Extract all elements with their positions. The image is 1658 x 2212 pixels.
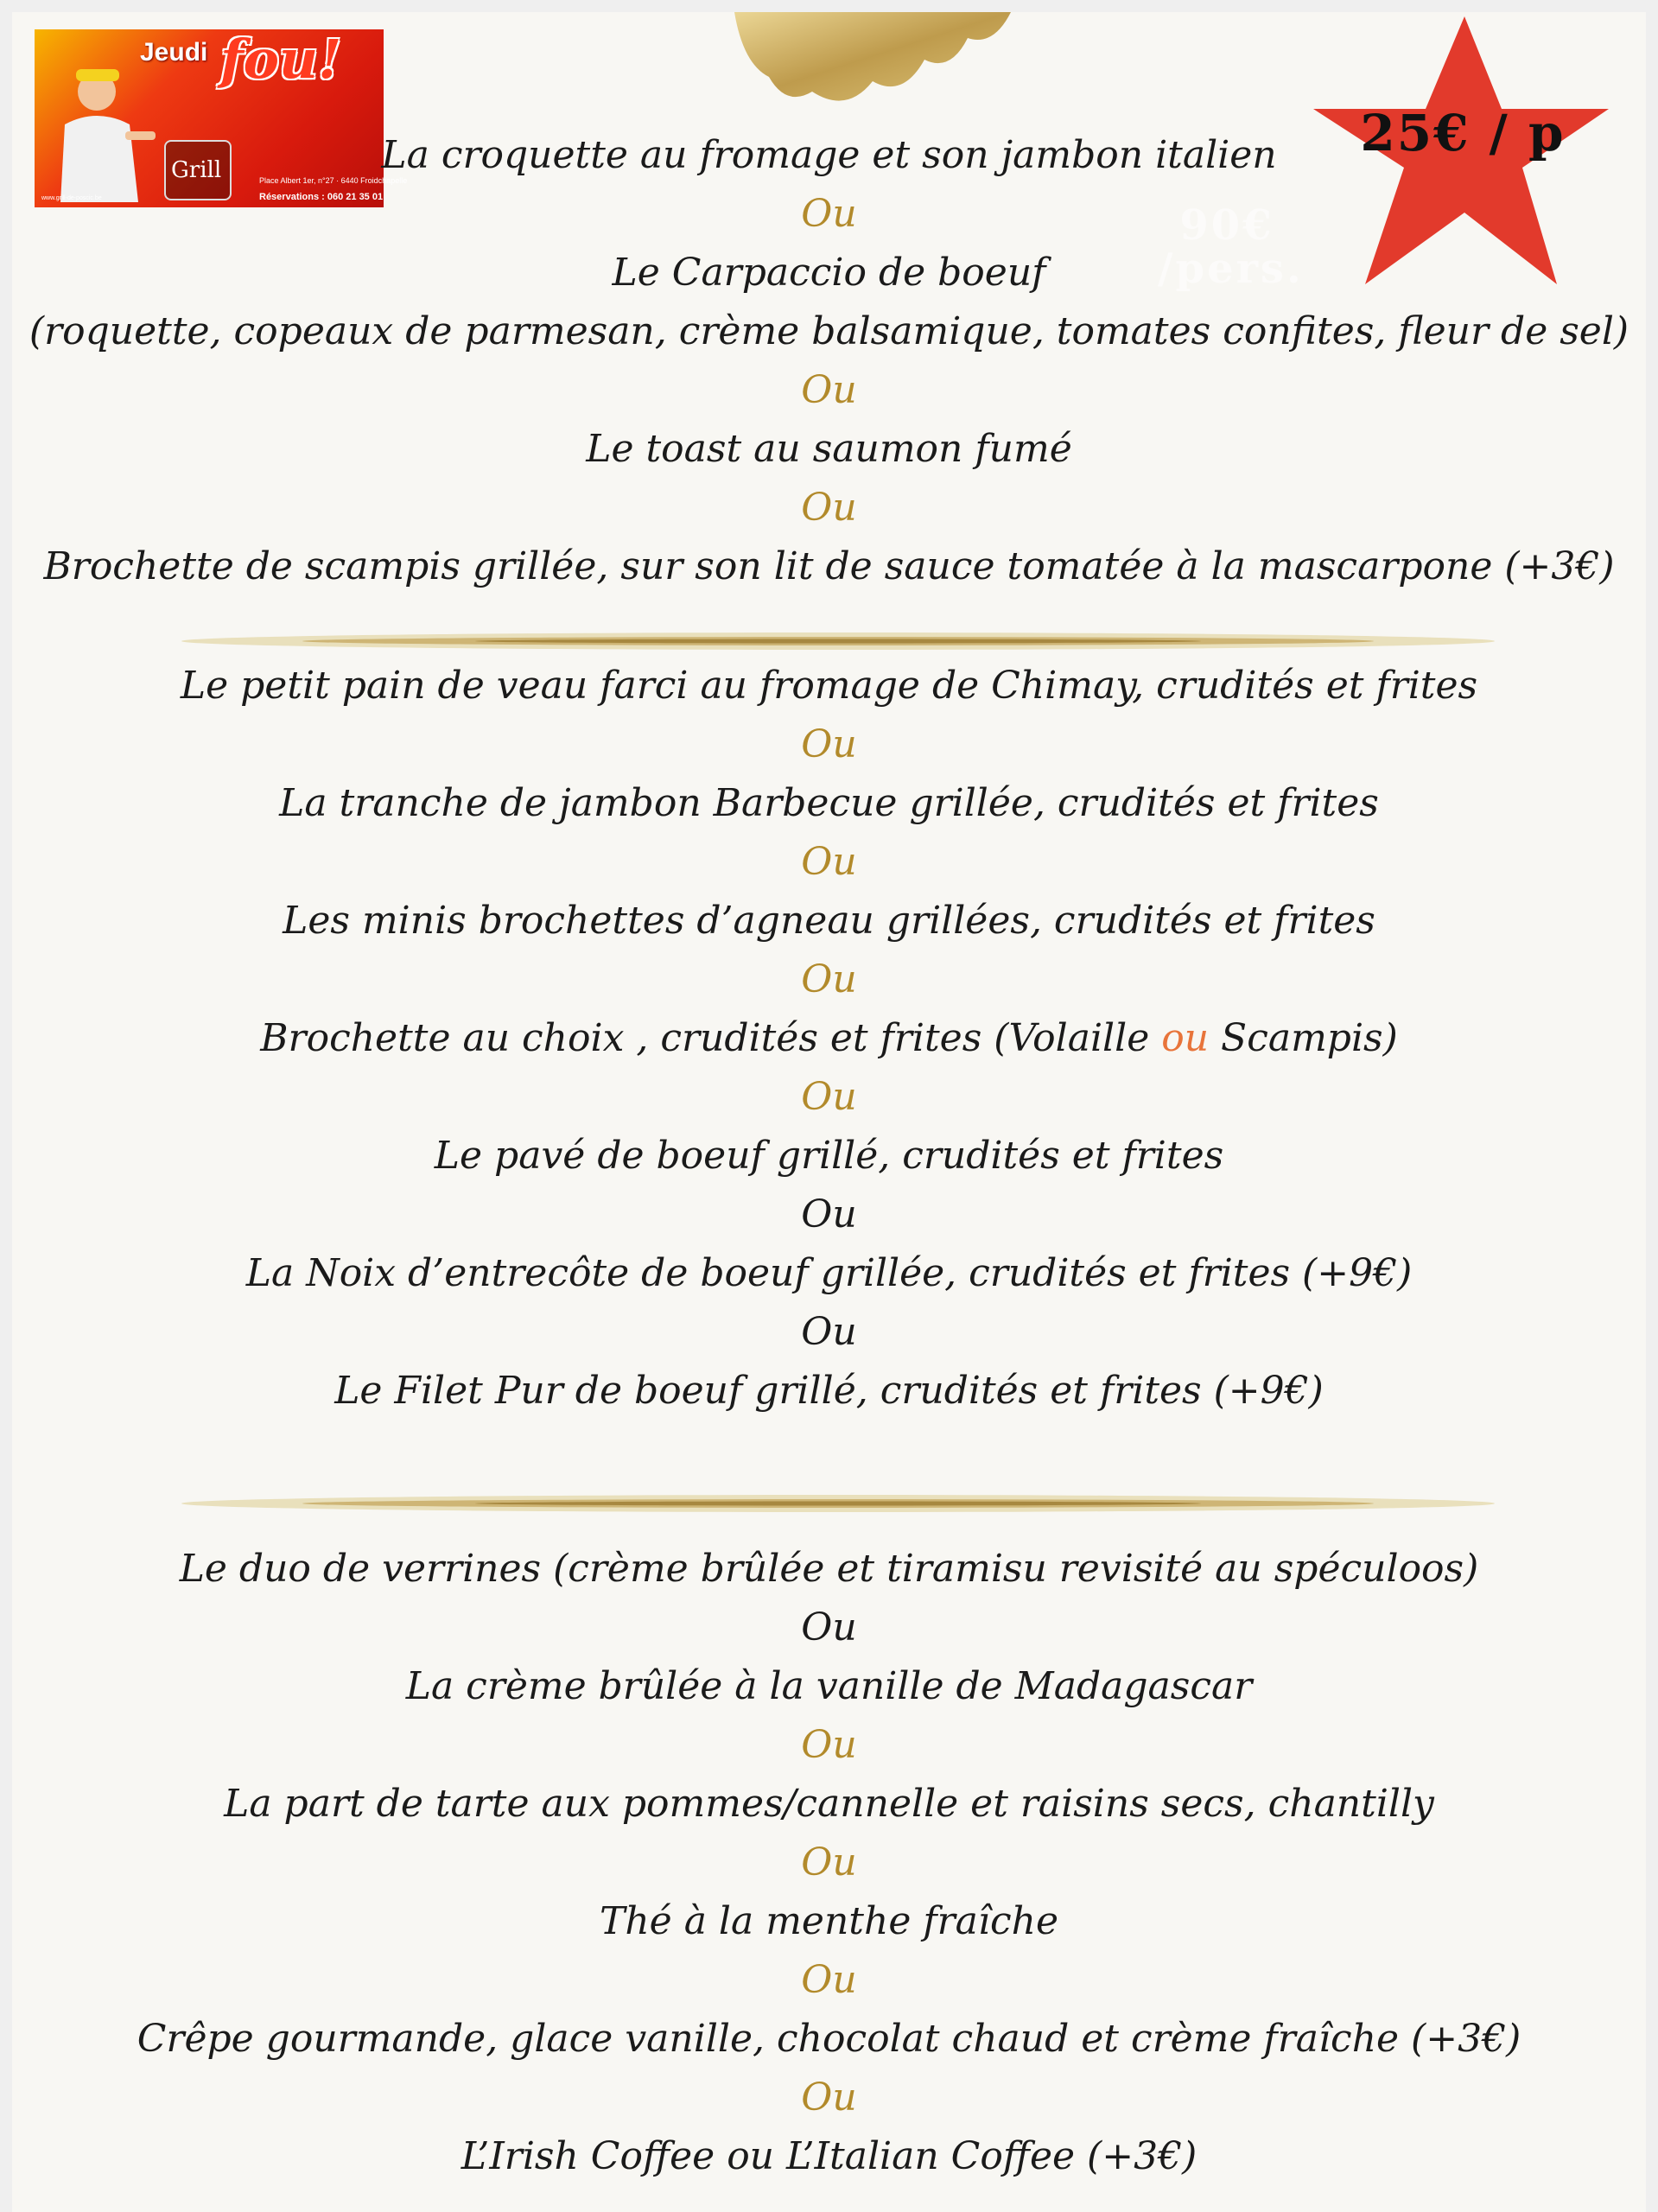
- dessert-the-menthe: Thé à la menthe fraîche: [599, 1899, 1058, 1943]
- accent-ou: ou: [1161, 1016, 1210, 1060]
- plat-jambon-barbecue: La tranche de jambon Barbecue grillée, crudités et frites: [279, 781, 1379, 825]
- entree-croquette: La croquette au fromage et son jambon italien: [381, 133, 1277, 177]
- banner-title-fou: fou!: [220, 28, 342, 91]
- separator-ou: Ou: [801, 192, 857, 236]
- plat-noix-entrecote: La Noix d’entrecôte de boeuf grillée, crudités et frites (+9€): [245, 1251, 1413, 1295]
- banner-reservations: Réservations : 060 21 35 01: [259, 192, 384, 202]
- faded-price-amount: 90€: [1179, 201, 1274, 250]
- separator-ou: Ou: [801, 1310, 857, 1354]
- entree-carpaccio-details: (roquette, copeaux de parmesan, crème balsamique, tomates confites, fleur de sel): [29, 309, 1629, 353]
- plat-filet-pur: Le Filet Pur de boeuf grillé, crudités et frites (+9€): [334, 1369, 1324, 1413]
- separator-ou: Ou: [801, 1192, 857, 1236]
- separator-ou: Ou: [801, 722, 857, 766]
- faded-price-unit: /pers.: [1158, 245, 1304, 293]
- separator-ou: Ou: [801, 368, 857, 412]
- separator-ou: Ou: [801, 486, 857, 530]
- plat-brochette-choix-end: Scampis): [1209, 1016, 1398, 1060]
- dessert-tarte-pommes: La part de tarte aux pommes/cannelle et raisins secs, chantilly: [224, 1782, 1434, 1826]
- banner-title-jeudi: Jeudi: [140, 38, 208, 67]
- separator-ou: Ou: [801, 957, 857, 1001]
- gold-glitter-divider: [173, 615, 1503, 667]
- separator-ou: Ou: [801, 1605, 857, 1649]
- banner-address: Place Albert 1er, n°27 · 6440 Froidchapelle: [259, 176, 408, 185]
- separator-ou: Ou: [801, 1723, 857, 1767]
- entree-carpaccio: Le Carpaccio de boeuf: [612, 251, 1046, 295]
- plat-brochette-choix: [0, 1013, 1658, 1065]
- dessert-irish-coffee: L’Irish Coffee ou L’Italian Coffee (+3€): [461, 2134, 1197, 2178]
- menu-price: 25€ / p: [1360, 104, 1566, 162]
- plat-brochette-choix-text: Brochette au choix , crudités et frites (Volaille: [260, 1016, 1162, 1060]
- separator-ou: Ou: [801, 1075, 857, 1119]
- plat-pave-boeuf: Le pavé de boeuf grillé, crudités et frites: [434, 1134, 1224, 1178]
- separator-ou: Ou: [801, 1840, 857, 1885]
- grill-logo-text: Grill: [171, 157, 222, 183]
- dessert-crepe-gourmande: Crêpe gourmande, glace vanille, chocolat chaud et crème fraîche (+3€): [137, 2017, 1521, 2061]
- dessert-creme-brulee: La crème brûlée à la vanille de Madagascar: [405, 1664, 1253, 1708]
- plat-brochettes-agneau: Les minis brochettes d’agneau grillées, crudités et frites: [283, 899, 1375, 943]
- separator-ou: Ou: [801, 2075, 857, 2120]
- separator-ou: Ou: [801, 840, 857, 884]
- separator-ou: Ou: [801, 1958, 857, 2002]
- entree-toast-saumon: Le toast au saumon fumé: [586, 427, 1072, 471]
- plat-petit-pain-veau: Le petit pain de veau farci au fromage de Chimay, crudités et frites: [180, 664, 1478, 708]
- banner-website: www.grill-de-poscic.be: [41, 195, 102, 201]
- gold-glitter-divider: [173, 1478, 1503, 1529]
- dessert-duo-verrines: Le duo de verrines (crème brûlée et tiramisu revisité au spéculoos): [179, 1547, 1479, 1591]
- gold-brush-decoration: [717, 12, 1028, 116]
- entree-brochette-scampis: Brochette de scampis grillée, sur son lit de sauce tomatée à la mascarpone (+3€): [43, 544, 1615, 588]
